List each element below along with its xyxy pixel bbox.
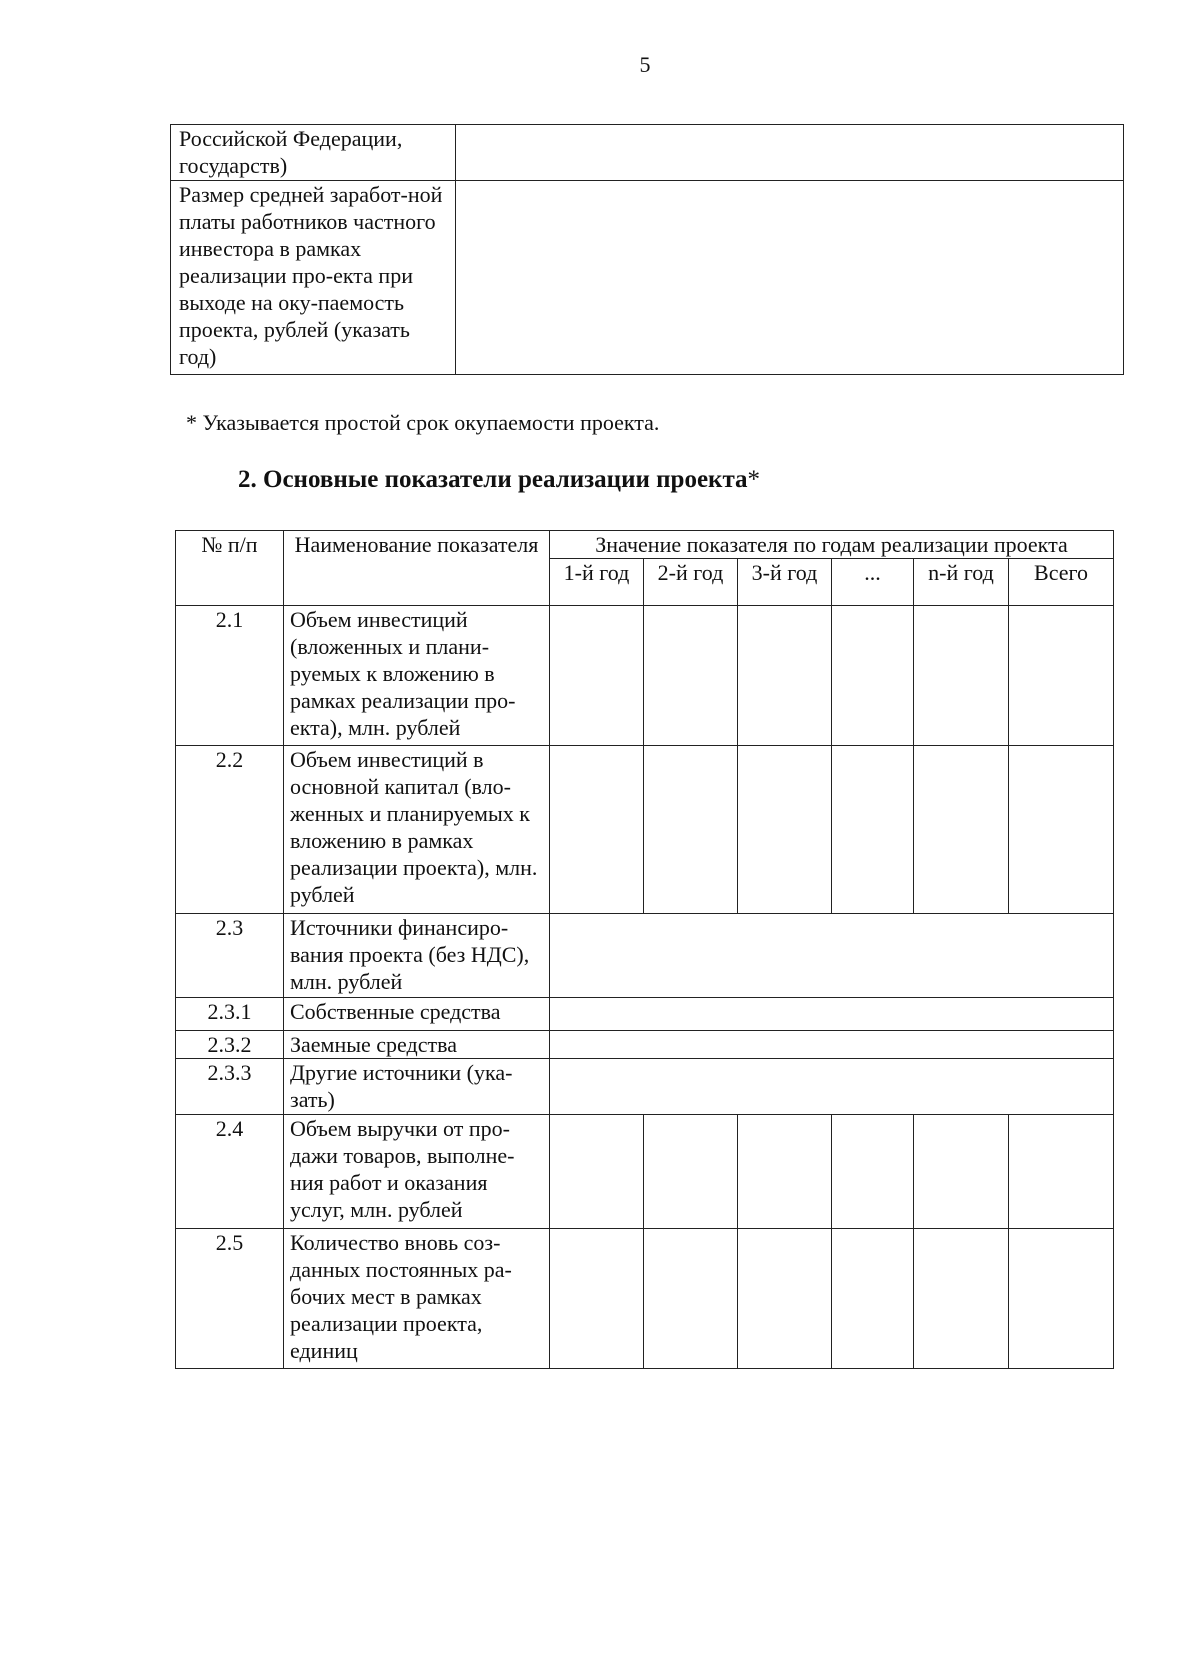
header-values-group: Значение показателя по годам реализации проекта xyxy=(550,531,1114,559)
footnote: * Указывается простой срок окупаемости проекта. xyxy=(186,410,660,435)
table-row xyxy=(176,1115,1114,1229)
header-name: Наименование показателя xyxy=(284,531,550,606)
value-cell xyxy=(914,606,1009,746)
value-cell xyxy=(644,1115,738,1229)
table-row xyxy=(176,746,1114,914)
value-cell xyxy=(1009,746,1114,914)
header-row xyxy=(176,531,1114,559)
header-year-2: 2-й год xyxy=(644,559,738,606)
row-name: Объем инвестиций (вложенных и плани-руемых к вложению в рамках реализации про-екта), млн. рублей xyxy=(284,606,550,746)
merged-value-cell xyxy=(550,914,1114,998)
row-num: 2.3.3 xyxy=(176,1059,284,1115)
indicators-table xyxy=(175,530,1114,1369)
value-cell xyxy=(738,746,832,914)
value-cell xyxy=(1009,606,1114,746)
value-cell xyxy=(550,1115,644,1229)
value-cell xyxy=(738,1229,832,1369)
top-table-label: Российской Федерации, государств) xyxy=(171,125,456,181)
table-row xyxy=(176,998,1114,1031)
value-cell xyxy=(644,1229,738,1369)
row-num: 2.4 xyxy=(176,1115,284,1229)
row-name: Заемные средства xyxy=(284,1031,550,1059)
top-table-value xyxy=(456,181,1124,375)
row-num: 2.2 xyxy=(176,746,284,914)
value-cell xyxy=(832,1229,914,1369)
header-total: Всего xyxy=(1009,559,1114,606)
value-cell xyxy=(550,746,644,914)
value-cell xyxy=(644,746,738,914)
value-cell xyxy=(832,746,914,914)
value-cell xyxy=(1009,1229,1114,1369)
value-cell xyxy=(914,1229,1009,1369)
row-num: 2.3.2 xyxy=(176,1031,284,1059)
section-heading-marker: * xyxy=(747,466,761,493)
row-name: Объем выручки от про-дажи товаров, выполне-ния работ и оказания услуг, млн. рублей xyxy=(284,1115,550,1229)
value-cell xyxy=(1009,1115,1114,1229)
top-table-row xyxy=(171,125,1124,181)
header-year-3: 3-й год xyxy=(738,559,832,606)
value-cell xyxy=(550,1229,644,1369)
merged-value-cell xyxy=(550,1059,1114,1115)
header-year-n: n-й год xyxy=(914,559,1009,606)
row-num: 2.1 xyxy=(176,606,284,746)
section-heading xyxy=(238,464,760,496)
value-cell xyxy=(550,606,644,746)
row-name: Собственные средства xyxy=(284,998,550,1031)
table-row xyxy=(176,1031,1114,1059)
row-name: Источники финансиро-вания проекта (без НДС), млн. рублей xyxy=(284,914,550,998)
merged-value-cell xyxy=(550,998,1114,1031)
row-name: Объем инвестиций в основной капитал (вло-женных и планируемых к вложению в рамках реализации проекта), млн. рублей xyxy=(284,746,550,914)
table-row xyxy=(176,914,1114,998)
value-cell xyxy=(832,1115,914,1229)
value-cell xyxy=(832,606,914,746)
row-num: 2.3 xyxy=(176,914,284,998)
top-table-row xyxy=(171,181,1124,375)
row-num: 2.3.1 xyxy=(176,998,284,1031)
top-table-value xyxy=(456,125,1124,181)
row-name: Количество вновь соз-данных постоянных ра-бочих мест в рамках реализации проекта, единиц xyxy=(284,1229,550,1369)
value-cell xyxy=(738,606,832,746)
table-row xyxy=(176,1229,1114,1369)
value-cell xyxy=(914,1115,1009,1229)
header-year-ellipsis: ... xyxy=(832,559,914,606)
row-num: 2.5 xyxy=(176,1229,284,1369)
top-table-label: Размер средней заработ-ной платы работников частного инвестора в рамках реализации про-екта при выходе на оку-паемость проекта, рублей (указать год) xyxy=(171,181,456,375)
value-cell xyxy=(738,1115,832,1229)
row-name: Другие источники (ука-зать) xyxy=(284,1059,550,1115)
value-cell xyxy=(644,606,738,746)
page-number: 5 xyxy=(639,52,651,77)
section-heading-text: 2. Основные показатели реализации проекта xyxy=(238,466,748,493)
merged-value-cell xyxy=(550,1031,1114,1059)
top-table xyxy=(170,124,1124,375)
table-row xyxy=(176,1059,1114,1115)
header-year-1: 1-й год xyxy=(550,559,644,606)
header-num: № п/п xyxy=(176,531,284,606)
table-row xyxy=(176,606,1114,746)
value-cell xyxy=(914,746,1009,914)
